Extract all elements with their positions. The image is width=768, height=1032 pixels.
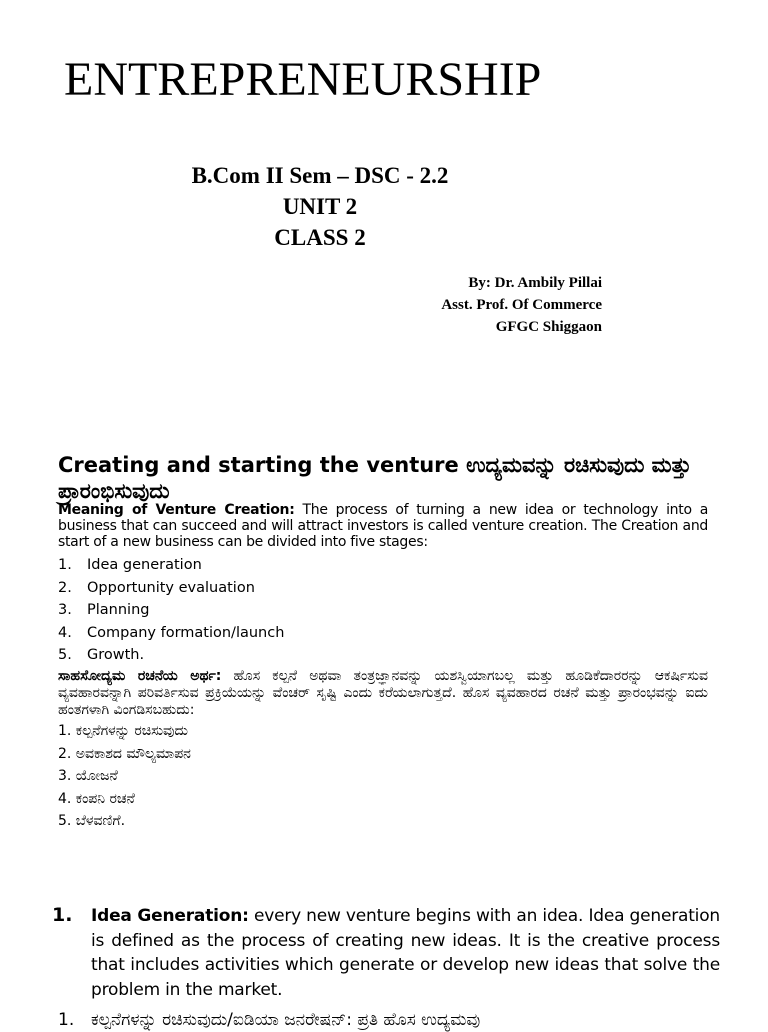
list-item: 1. ಕಲ್ಪನೆಗಳನ್ನು ರಚಿಸುವುದು [58,723,188,739]
kannada-idea-text: ಕಲ್ಪನೆಗಳನ್ನು ರಚಿಸುವುದು/ಐಡಿಯಾ ಜನರೇಷನ್: ಪ್ರತಿ ಹೊಸ ಉದ್ಯಮವು [91,1010,481,1030]
meaning-paragraph [58,502,708,550]
document-title: ENTREPRENEURSHIP [64,53,542,106]
idea-generation-block [52,904,720,1002]
kannada-meaning-text: ಹೊಸ ಕಲ್ಪನೆ ಅಥವಾ ತಂತ್ರಜ್ಞಾನವನ್ನು ಯಶಸ್ವಿಯಾಗಬಲ್ಲ ಮತ್ತು ಹೂಡಿಕೆದಾರರನ್ನು ಆಕರ್ಷಿಸುವ ವ್ಯವಹಾರವನ್ನಾಗಿ ಪರಿವರ್ತಿಸುವ ಪ್ರಕ್ರಿಯೆಯನ್ನು ವೆಂಚರ್ ಸೃಷ್ಟಿ ಎಂದು ಕರೆಯಲಾಗುತ್ತದೆ. ಹೊಸ ವ್ಯವಹಾರದ ರಚನೆ ಮತ್ತು ಪ್ರಾರಂಭವನ್ನು ಐದು ಹಂತಗಳಾಗಿ ವಿಂಗಡಿಸಬಹುದು: [58,668,708,718]
idea-generation-number: 1. [52,904,73,926]
list-item [58,624,284,647]
list-item-label: Company formation/launch [87,624,285,641]
section-heading: Creating and starting the venture ಉದ್ಯಮವನ್ನು ರಚಿಸುವುದು ಮತ್ತು ಪ್ರಾರಂಭಿಸುವುದು [58,453,692,503]
kannada-idea-generation-line [58,1008,720,1032]
list-item-number: 3. [58,602,72,619]
list-item: 2. ಅವಕಾಶದ ಮೌಲ್ಯಮಾಪನ [58,745,191,762]
list-item-number: 2. [58,579,72,596]
list-item [58,646,284,669]
list-item-number: 4. [58,624,72,641]
list-item-label: Opportunity evaluation [87,579,255,596]
kannada-stage-list [58,722,191,835]
list-item: 3. ಯೋಜನೆ [58,768,118,784]
list-item: 5. ಬೆಳವಣಿಗೆ. [58,813,126,829]
list-item-label: Growth. [87,647,145,664]
list-item [58,601,284,624]
stage-list [58,556,284,669]
idea-generation-paragraph [91,904,720,1002]
kannada-meaning-label: ಸಾಹಸೋದ್ಯಮ ರಚನೆಯ ಅರ್ಥ: [58,668,222,684]
meaning-label: Meaning of Venture Creation: [58,502,295,518]
author-name: By: Dr. Ambily Pillai [468,275,602,291]
idea-generation-label: Idea Generation: [91,906,249,926]
list-item: 4. ಕಂಪನಿ ರಚನೆ [58,790,135,807]
author-institution: GFGC Shiggaon [495,319,602,335]
kannada-meaning-paragraph [58,668,708,719]
course-subtitle: B.Com II Sem – DSC - 2.2 [191,163,449,188]
kannada-idea-number: 1. [58,1010,75,1030]
idea-generation-text: every new venture begins with an idea. Idea generation is defined as the process of creating new ideas. It is the creative process that includes activities which generate or develop new ideas that solve the problem in the market. [91,906,720,1000]
list-item-number: 1. [58,557,72,573]
list-item-label: Planning [87,602,150,619]
author-role: Asst. Prof. Of Commerce [441,297,602,313]
class-subtitle: CLASS 2 [274,225,366,250]
list-item [58,556,284,579]
meaning-text: The process of turning a new idea or technology into a business that can succeed and will attract investors is called venture creation. The Creation and start of a new business can be divided into five stages: [58,502,708,550]
list-item-number: 5. [58,647,72,664]
list-item [58,579,284,602]
list-item-label: Idea generation [87,557,202,573]
unit-subtitle: UNIT 2 [282,194,358,219]
